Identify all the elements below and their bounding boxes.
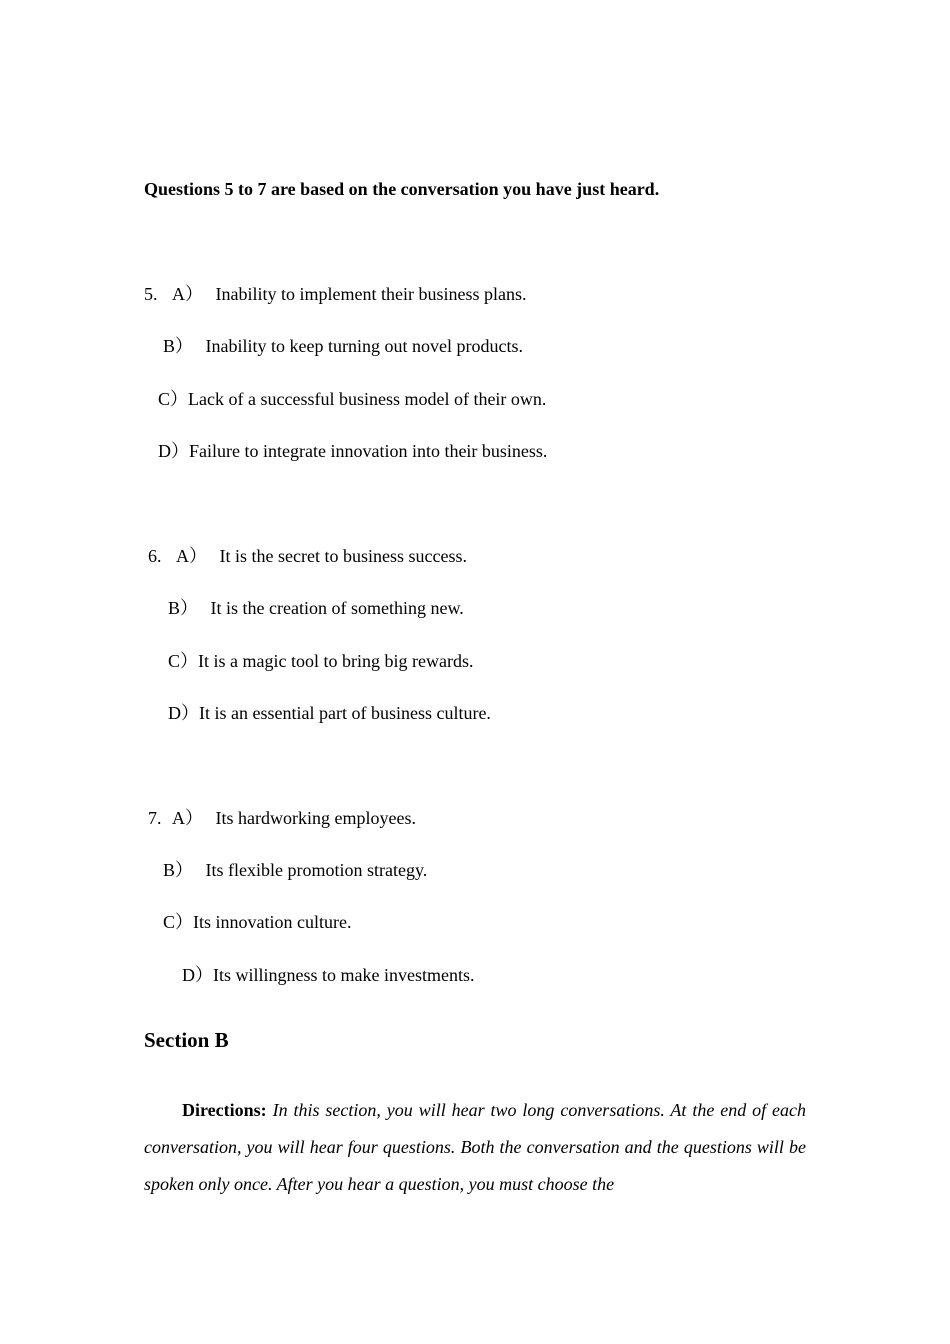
question-6-option-a	[148, 547, 467, 565]
question-5-option-d	[158, 442, 547, 460]
question-5-option-b	[163, 337, 523, 355]
option-letter: A）	[172, 284, 203, 304]
question-number: 5.	[144, 284, 158, 304]
option-letter: C）	[163, 912, 194, 932]
question-7-option-b	[163, 861, 427, 879]
question-number: 6.	[148, 546, 162, 566]
question-5-option-c	[158, 390, 546, 408]
option-letter: D）	[168, 703, 199, 723]
option-text: Inability to implement their business plans.	[215, 284, 527, 304]
question-6-option-b	[168, 599, 464, 617]
question-7-option-d	[182, 966, 474, 984]
section-title: Section B	[144, 1028, 229, 1052]
option-letter: C）	[168, 651, 199, 671]
option-text: Its hardworking employees.	[215, 808, 416, 828]
section-directions	[144, 1092, 806, 1203]
option-text: Inability to keep turning out novel products.	[205, 336, 523, 356]
option-letter: B）	[163, 336, 194, 356]
option-letter: C）	[158, 389, 189, 409]
option-text: It is the secret to business success.	[219, 546, 467, 566]
option-letter: A）	[172, 808, 203, 828]
question-7-option-c	[163, 913, 351, 931]
option-letter: D）	[158, 441, 189, 461]
option-letter: B）	[163, 860, 194, 880]
question-7-option-a	[148, 809, 416, 827]
option-text: It is a magic tool to bring big rewards.	[198, 651, 474, 671]
question-5-option-a	[144, 285, 526, 303]
option-letter: D）	[182, 965, 213, 985]
option-text: Its flexible promotion strategy.	[205, 860, 428, 880]
option-text: Failure to integrate innovation into their business.	[189, 441, 548, 461]
question-6-option-c	[168, 652, 473, 670]
option-text: Its innovation culture.	[193, 912, 352, 932]
option-letter: A）	[176, 546, 207, 566]
directions-text: In this section, you will hear two long conversations. At the end of each conversation, you will hear four questions. Both the conversation and the questions will be spoken only once. After you hear a question, you must choose the	[144, 1100, 807, 1194]
option-letter: B）	[168, 598, 199, 618]
option-text: Lack of a successful business model of their own.	[188, 389, 547, 409]
option-text: Its willingness to make investments.	[213, 965, 475, 985]
question-number: 7.	[148, 808, 162, 828]
directions-label: Directions:	[182, 1100, 267, 1120]
option-text: It is an essential part of business culture.	[199, 703, 491, 723]
question-6-option-d	[168, 704, 491, 722]
questions-intro: Questions 5 to 7 are based on the conversation you have just heard.	[144, 179, 660, 199]
option-text: It is the creation of something new.	[210, 598, 464, 618]
